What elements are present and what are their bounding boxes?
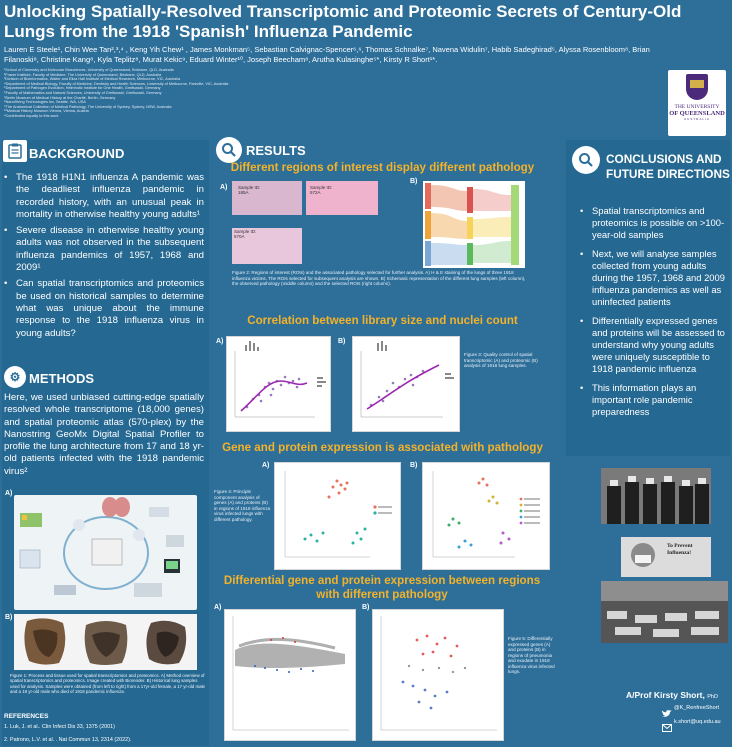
magnifier-icon [216,137,242,163]
results-sub4: Differential gene and protein expression between regions with different pathology [223,574,541,601]
historical-photo-hospital-ward [601,581,728,643]
affiliation-line: ⁴Department of Medical Biology, Faculty of Medicine, Dentistry and Health Sciences, University of Melbourne, Parkville, VIC, Australia [4,81,229,86]
affiliation-line: ²Frazer Institute, Faculty of Medicine, The University of Queensland, Brisbane, QLD, Australia [4,72,162,77]
reference-item: 1. Luk, J. et al.. Clin Infect Dis 33, 1375 (2001) [4,724,115,730]
figure3-caption: Figure 3: Quality control of spatial transcriptomic (A) and proteomic (B) analysis of 1918 lung samples. [464,352,538,368]
affiliation-line: *Contributed equally to this work [4,113,59,118]
historical-photo-masked-people [601,468,711,524]
influenza-poster-photo [621,537,711,577]
background-bullet: • Can spatial transcriptomics and proteomics be used on historical samples to determine what was unique about the immune response to the 1918 influenza virus in young adults? [4,278,204,339]
affiliation-line: ³Division of Bioinformatics, Walter and Eliza Hall Institute of Medical Research, Melbourne, VIC, Australia [4,77,181,82]
sample3-label: Sample ID: 570A [234,229,257,239]
conclusions-body [580,205,728,422]
fig3a-label: A) [216,338,224,345]
background-bullet: • Severe disease in otherwise healthy young adults was not observed in the subsequent influenza pandemics of 1957, 1968 and 2009¹ [4,225,204,274]
method-overview-figure [14,495,197,610]
fig5a-label: A) [214,604,222,611]
sample2-label: Sample ID: 572A [310,185,333,195]
conclusions-heading: CONCLUSIONS AND FUTURE DIRECTIONS [606,152,730,181]
twitter-icon [662,705,672,713]
fig1a-label: A) [5,490,13,497]
crest-icon [686,74,708,100]
results-sub3: Gene and protein expression is associated with pathology [222,441,543,454]
methods-text: Here, we used unbiased cutting-edge spatially resolved whole transcriptome (18,000 genes) and spatial proteomic atlas (570-plex) by the Nanostring GeoMx Digital Spatial Profiler to profile the lung architecture from 17 and 18 yr-old patients infected with the 1918 pandemic virus² [4,392,204,477]
qc-plot-proteomic [352,336,460,432]
qc-plot-transcriptomic [226,336,331,432]
sankey-diagram [423,181,525,268]
results-heading: RESULTS [246,143,306,158]
affiliation-line: ⁷Berlin Museum of Medical History at the Charité, Berlin, Germany [4,95,116,100]
pca-plot-proteins [422,462,550,570]
poster-title-text: To Prevent Influenza! [667,543,693,556]
conclusion-bullet: • This information plays an important role pandemic preparedness [580,382,728,418]
fig4a-label: A) [262,462,270,469]
affiliation-line: ¹⁰Medical History Museum Vienna, Vienna, Austria [4,109,89,114]
fig4b-label: B) [410,462,418,469]
references-list [4,724,208,744]
conclusion-bullet: • Next, we will analyse samples collected from young adults during the 1957, 1968 and 2009 influenza pandemics as well as uninfected patients [580,248,728,308]
logo-line2: OF QUEENSLAND [669,110,725,117]
email-address[interactable]: k.short@uq.edu.au [674,719,721,725]
affiliation-line: ⁶Faculty of Mathematics and Natural Sciences, University of Greifswald, Greifswald, Germany [4,90,162,95]
figure5-caption: Figure 5: Differentially expressed genes (A) and proteins (B) in regions of pneumonia and exudate in 1918 influenza virus infected lungs. [508,636,555,674]
sample1-label: Sample ID: 185A [238,185,261,195]
affiliation-line: ⁵Department of Pathogen Evolution, Helmholtz Institute for One Health, Greifswald, Germany [4,86,161,91]
fig1b-label: B) [5,614,13,621]
contact-suffix: PhD [707,694,718,700]
logo-line1: THE UNIVERSITY [674,104,720,110]
references-heading: REFERENCES [4,713,49,720]
ma-plot-genes [224,609,356,741]
author-list: Lauren E Steele¹, Chin Wee Tan²,³,⁴ , Keng Yih Chew¹ , James Monkman⁵, Sebastian Calvignac-Spencer⁶,⁶, Thomas Schnalke⁷, Navena Widulin⁷, Habib Sadeghirad⁵, Alyssa Rosenbloom⁸, Brian Filanoski⁸, Christine Kang⁸, Kyla Teplitz⁸, Murat Kekic⁹, Eduard Winter¹⁰, Joseph Beecham⁸, Arutha Kulasinghe⁵*, Kirsty R Short¹*. [4,45,650,64]
affiliation-line: ⁸NanoString Technologies Inc, Seattle, WA, USA [4,100,86,105]
contact-name-text: A/Prof Kirsty Short, [626,690,705,700]
background-body [4,172,204,344]
volcano-plot-proteins [372,609,504,741]
he-stain-sample2 [306,181,378,215]
figure4-caption: Figure 4: Principle component analysis of genes (A) and proteins (B) in regions of 1918 influenza virus infected lungs with different pathology. [214,489,271,522]
background-heading: BACKGROUND [29,146,125,161]
background-bullet: • The 1918 H1N1 influenza A pandemic was the deadliest influenza pandemic in recorded history, with an unusual peak in mortality in otherwise healthy young adults¹ [4,172,204,221]
fig2b-label: B) [410,178,418,185]
contact-name [626,690,718,700]
results-sub1: Different regions of interest display different pathology [230,161,535,174]
fig2a-label: A) [220,184,228,191]
conclusion-bullet: • Spatial transcriptomics and proteomics is possible on >100-year-old samples [580,205,728,241]
email-icon [662,719,672,727]
reference-item: 2. Patrono, L.V. et al. . Nat Commun 13, 2314 (2022). [4,737,132,743]
methods-heading: METHODS [29,371,94,386]
clipboard-icon [3,140,27,162]
affiliation-line: ⁹The Anatomical Collection of Medical Pathology, The University of Sydney, Sydney, NSW, Australia [4,104,172,109]
logo-line3: AUSTRALIA [684,117,710,121]
he-stain-sample3 [232,228,302,264]
twitter-handle[interactable]: @K_RenfreeShort [674,705,720,711]
fig5b-label: B) [362,604,370,611]
poster-title: Unlocking Spatially-Resolved Transcriptomic and Proteomic Secrets of Century-Old Lungs from the 1918 'Spanish' Influenza Pandemic [4,2,682,41]
gears-icon: ⚙ [4,366,26,388]
university-logo [668,70,726,136]
search-icon [572,146,600,174]
affiliation-line: ¹School of Chemistry and Molecular Biosciences, University of Queensland, Brisbane, QLD, Australia [4,68,174,72]
affiliations [4,68,424,119]
figure2-caption: Figure 2: Regions of interest (ROIs) and the associated pathology selected for further analysis. A) H & E staining of the lungs of three 1918 influenza victims. The ROIs selected for subsequent analysis are shown. B) Schematic representation of the different lung samples (left column), the observed pathology (middle column) and the selected ROIs (right column). [232,270,526,286]
results-sub2: Correlation between library size and nuclei count [247,314,518,327]
he-stain-sample1 [232,181,302,215]
fig3b-label: B) [338,338,346,345]
lung-samples-photo [14,614,197,670]
conclusion-bullet: • Differentially expressed genes and proteins will be assessed to understand why young adults were uniquely susceptible to 1918 pandemic influenza [580,315,728,375]
pca-plot-genes [274,462,401,570]
figure1-caption: Figure 1: Process and tissue used for spatial transcriptomics and proteomics. A) Method overview of spatial transcriptomics and proteomics. Image created with Biorender. B) Historical lung samples used for analysis. Samples were obtained (from left to right) from a 17yr-old female, a 17 yr-old male and a 18 yr-old male who died of 1918 pandemic influenza. [10,673,205,695]
